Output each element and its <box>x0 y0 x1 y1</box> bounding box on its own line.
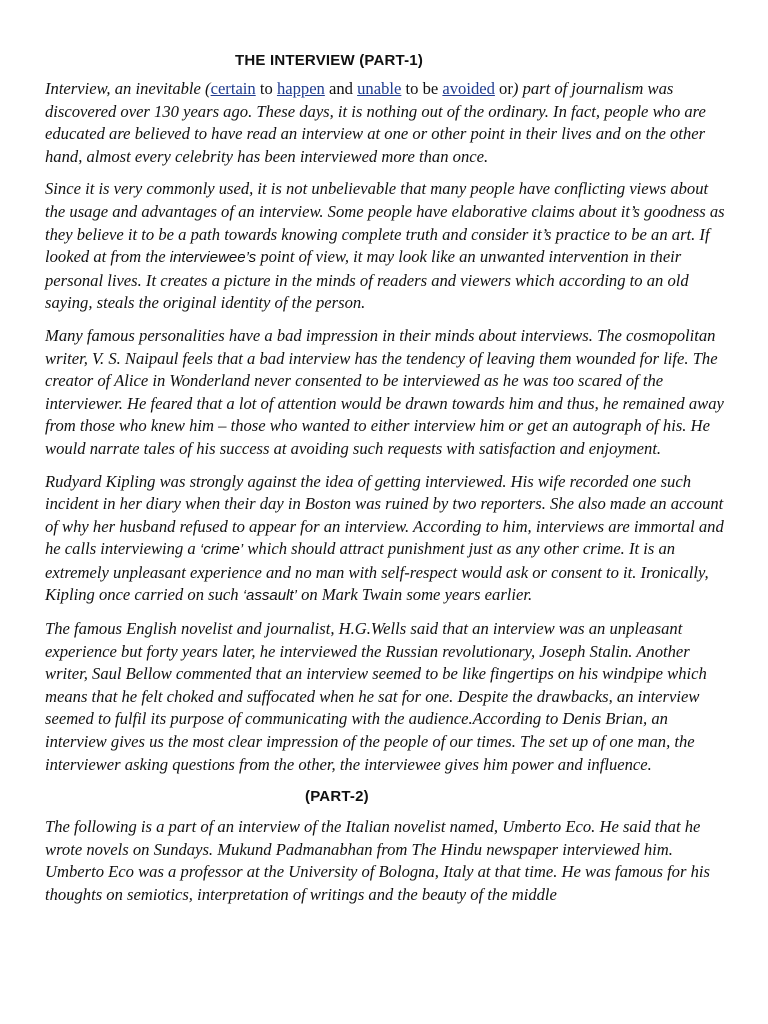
paragraph-text: to <box>255 79 277 98</box>
paragraph-text: Interview, an inevitable ( <box>45 79 211 98</box>
link-happen[interactable]: happen <box>276 79 325 98</box>
section-heading-part2: (PART-2) <box>305 788 369 806</box>
paragraph-text-emphasis: ‘assault’ <box>242 587 297 605</box>
paragraph-text: on Mark Twain some years earlier. <box>296 585 533 605</box>
link-avoided[interactable]: avoided <box>442 79 495 98</box>
paragraph-text: to be <box>401 79 443 98</box>
paragraph-text: and <box>324 79 358 98</box>
paragraph-text: which should attract punishment just as any other crime. It is an extremely unpleasant experience and no man with self-respect would ask or consent to it. Ironically, Kipling once carried on such <box>45 539 709 605</box>
paragraph-wells: The famous English novelist and journalist, H.G.Wells said that an interview was an unpleasant experience but forty years later, he interviewed the Russian revolutionary, Joseph Stalin. Another writer, Saul Bellow commented that an interview seemed to be like fingertips on his windpipe which means that he felt choked and suffocated when he sat for one. Despite the drawbacks, an interview seemed to fulfil its purpose of communicating with the audience.According to Denis Brian, an interview gives us the most clear impression of the people of our times. The set up of one man, the interviewer asking questions from the other, the interviewee gives him power and influence. <box>45 619 707 774</box>
paragraph-text: Rudyard Kipling was strongly against the idea of getting interviewed. His wife recorded one such incident in her diary when their day in Boston was ruined by two reporters. She also made an account of why her husband refused to appear for an interview. According to him, interviews are immortal and he calls interviewing a <box>45 471 724 559</box>
paragraph-kipling <box>45 471 728 609</box>
paragraph-personalities: Many famous personalities have a bad impression in their minds about interviews. The cosmopolitan writer, V. S. Naipaul feels that a bad interview has the tendency of leaving them wounded for life. The creator of Alice in Wonderland never consented to be interviewed as he was too scared of the interviewer. He feared that a lot of attention would be drawn towards him and thus, he remained away from those who knew him – those who wanted to either interview him or get an autograph of his. He would narrate tales of his success at avoiding such requests with satisfaction and enjoyment. <box>45 325 724 458</box>
paragraph-eco: The following is a part of an interview of the Italian novelist named, Umberto Eco. He said that he wrote novels on Sundays. Mukund Padmanabhan from The Hindu newspaper interviewed him. Umberto Eco was a professor at the University of Bologna, Italy at that time. He was famous for his thoughts on semiotics, interpretation of writings and the beauty of the middle <box>45 817 710 904</box>
paragraph-text-emphasis: interviewee’s <box>169 249 257 267</box>
paragraph-views <box>45 178 728 315</box>
paragraph-text: Since it is very commonly used, it is not unbelievable that many people have conflicting views about the usage and advantages of an interview. Some people have elaborative claims about it’s goodness as they believe it to be a path towards knowing complete truth and consider it’s practice to be an art. If looked at from the <box>45 179 725 267</box>
paragraph-text: ) part of journalism was discovered over 130 years ago. These days, it is nothing out of the ordinary. In fact, people who are educated are believed to have read an interview at one or other point in their lives and on the other hand, almost every celebrity has been interviewed more than once. <box>45 79 706 166</box>
paragraph-text-emphasis: ‘crime’ <box>199 541 244 559</box>
paragraph-text: point of view, it may look like an unwanted intervention in their personal lives. It creates a picture in the minds of readers and viewers which according to an old saying, steals the original identity of the person. <box>45 247 689 313</box>
page-title: THE INTERVIEW (PART-1) <box>235 52 424 69</box>
link-certain[interactable]: certain <box>210 79 256 98</box>
link-unable[interactable]: unable <box>357 79 402 98</box>
paragraph-intro <box>45 78 728 168</box>
paragraph-text: or <box>494 79 513 98</box>
